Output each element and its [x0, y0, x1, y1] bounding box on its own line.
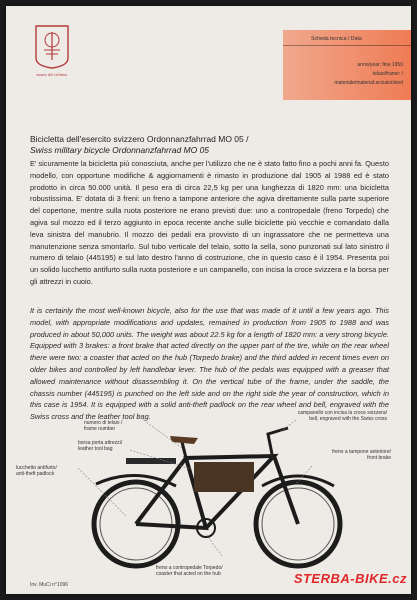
rear-rack	[126, 458, 176, 464]
label-tool-bag: borsa porta attrezzi/ leather tool bag	[78, 440, 123, 453]
watermark: STERBA-BIKE.cz	[293, 571, 407, 586]
tag-frame: telaio/frame: /	[372, 71, 403, 77]
description-english: It is certainly the most well-known bicycle, also for the use that was made of it until a few years ago. This model, with appropriate modifications and updates, remained in production from 1905 to 1988 and was produced in about 50,000 units. The weight was about 22.5 kg for a length of 1820 mm: a very strong bicycle. Equipped with 3 brakes: a front brake that acted directly on the upper part of the tire, while on the rear wheel there were two: a coaster that acted on the hub (Torpedo brake) and the third added in recent times even on older bikes and controlled by left handlebar lever. The hub of the pedals was equipped with a greaser that allowed maintenance without disassembling it. On the vertical tube of the frame, under the saddle, the chassis number (445195) is punched on the left side and on the right side the year of construction, which in this case is 1954. It is equipped with a solid anti-theft padlock on the rear wheel and bell, engraved with the Swiss cross and the leather tool bag.	[30, 306, 389, 422]
saddle	[170, 436, 198, 444]
data-sheet-tag	[283, 30, 411, 100]
museum-name: museo del ciclismo	[36, 72, 68, 77]
exhibit-placard	[6, 6, 411, 594]
description-italian: E' sicuramente la bicicletta più conosciuta, anche per l'utilizzo che ne è stato fatto fino a pochi anni fa. Questo modello, con opportune modifiche & aggiornamenti è rimasto in produzione dal 1905 al 1988 ed è stato prodotto in circa 50.000 unità. Il peso era di circa 22,5 kg per una lunghezza di 1820 mm: una bicicletta robustissima. E' dotata di 3 freni: un freno a tampone anteriore che agiva direttamente sulla parte superiore del copertone, mentre sulla ruota posteriore ne erano previsti due: uno a contropedale (freno Torpedo) che agiva sul mozzo ed il terzo aggiunto in epoca recente anche sulle biciclette più vecchie e comandato dalla leva sinistra del manubrio. Il mozzo dei pedali era provvisto di un ingrassatore che ne permetteva una manutenzione senza smontarlo. Sul tubo verticale del telaio, sotto la sella, sono punzonati sul lato sinistro il numero di telaio (445195) e sul lato destro l'anno di costruzione, che in questo caso è il 1954. Presenta poi un solido lucchetto antifurto sulla ruota posteriore e un campanello, con incisa la croce svizzera e la borsa per gli attrezzi in cuoio.	[30, 159, 389, 286]
label-coaster-brake: freno a contropedale Torpedo/ coaster that acted on the hub	[156, 565, 223, 578]
label-bell: campanello con incisa la croce svizzera/ bell, engraved with the Swiss cross	[297, 410, 387, 423]
label-padlock: lucchetto antifurto/ anti-theft padlock	[16, 465, 57, 478]
tag-year: anno/year: fine 1950	[357, 62, 403, 68]
heading	[30, 134, 248, 156]
seat-post	[182, 442, 186, 458]
handlebar	[268, 428, 288, 454]
heading-italian: Bicicletta dell'esercito svizzero Ordonnanzfahrrad MO 05 /	[30, 134, 249, 144]
inventory-number: Inv. MuCi n°1096	[30, 582, 69, 588]
tag-divider	[283, 45, 411, 46]
museum-logo-icon	[32, 24, 72, 70]
heading-english: Swiss military bicycle Ordonnanzfahrrad MO 05	[30, 145, 210, 155]
tag-material: materiale/material:acciaio/steel	[334, 80, 403, 86]
tag-title: Scheda tecnica / Data	[311, 36, 362, 42]
tool-bag	[194, 462, 254, 492]
label-front-brake: freno a tampone anteriore/ front brake	[332, 449, 391, 462]
label-frame-number: numero di telaio / frame number	[84, 420, 123, 433]
